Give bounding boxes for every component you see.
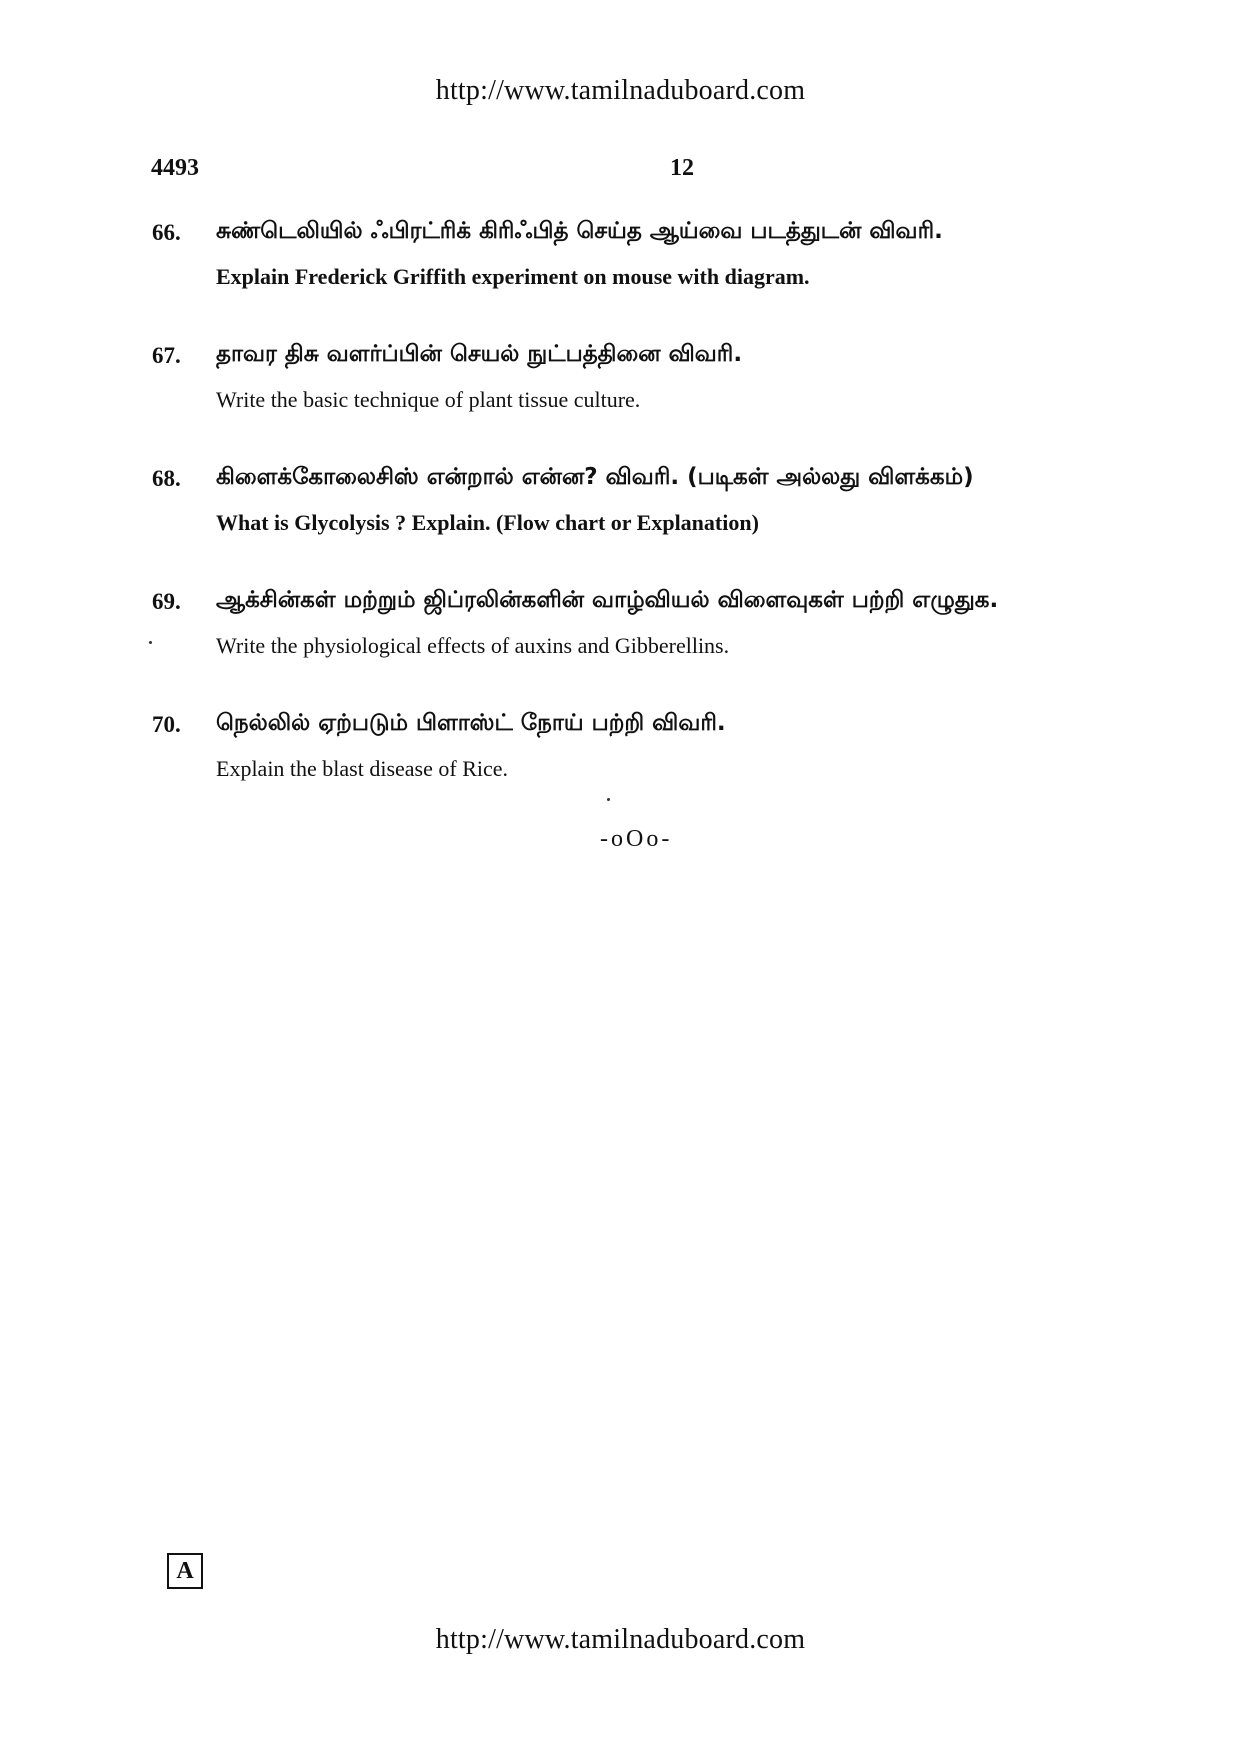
question-text-tamil: ஆக்சின்கள் மற்றும் ஜிப்ரலின்களின் வாழ்வியல் விளைவுகள் பற்றி எழுதுக.: [216, 587, 999, 613]
version-label-box: A: [167, 1553, 203, 1589]
question-text-english: What is Glycolysis ? Explain. (Flow chart or Explanation): [216, 510, 759, 535]
question-69: [152, 587, 1132, 710]
question-66: [152, 218, 1132, 341]
question-text-english: Explain Frederick Griffith experiment on mouse with diagram.: [216, 264, 810, 289]
question-text-english: Explain the blast disease of Rice.: [216, 756, 509, 781]
question-number: 70.: [152, 712, 181, 737]
question-text-tamil: நெல்லில் ஏற்படும் பிளாஸ்ட் நோய் பற்றி விவரி.: [216, 710, 726, 736]
header-url: http://www.tamilnaduboard.com: [435, 75, 806, 106]
question-text-english: Write the basic technique of plant tissue culture.: [216, 387, 641, 412]
end-of-paper-mark: -oOo-: [600, 826, 673, 852]
question-number: 66.: [152, 220, 181, 245]
scan-speck: [607, 798, 610, 801]
scan-speck: [149, 641, 152, 644]
question-text-tamil: தாவர திசு வளர்ப்பின் செயல் நுட்பத்தினை விவரி.: [216, 341, 743, 367]
question-number: 69.: [152, 589, 181, 614]
question-67: [152, 341, 1132, 464]
footer-url: http://www.tamilnaduboard.com: [435, 1624, 806, 1655]
question-text-tamil: கிளைக்கோலைசிஸ் என்றால் என்ன? விவரி. (படிகள் அல்லது விளக்கம்): [216, 464, 974, 490]
question-list: [152, 218, 1132, 833]
question-70: [152, 710, 1132, 833]
question-number: 67.: [152, 343, 181, 368]
question-text-tamil: சுண்டெலியில் ஃபிரட்ரிக் கிரிஃபித் செய்த ஆய்வை படத்துடன் விவரி.: [216, 218, 943, 244]
question-text-english: Write the physiological effects of auxins and Gibberellins.: [216, 633, 730, 658]
paper-code: 4493: [151, 155, 199, 181]
question-number: 68.: [152, 466, 181, 491]
page-number: 12: [670, 155, 694, 181]
question-68: [152, 464, 1132, 587]
